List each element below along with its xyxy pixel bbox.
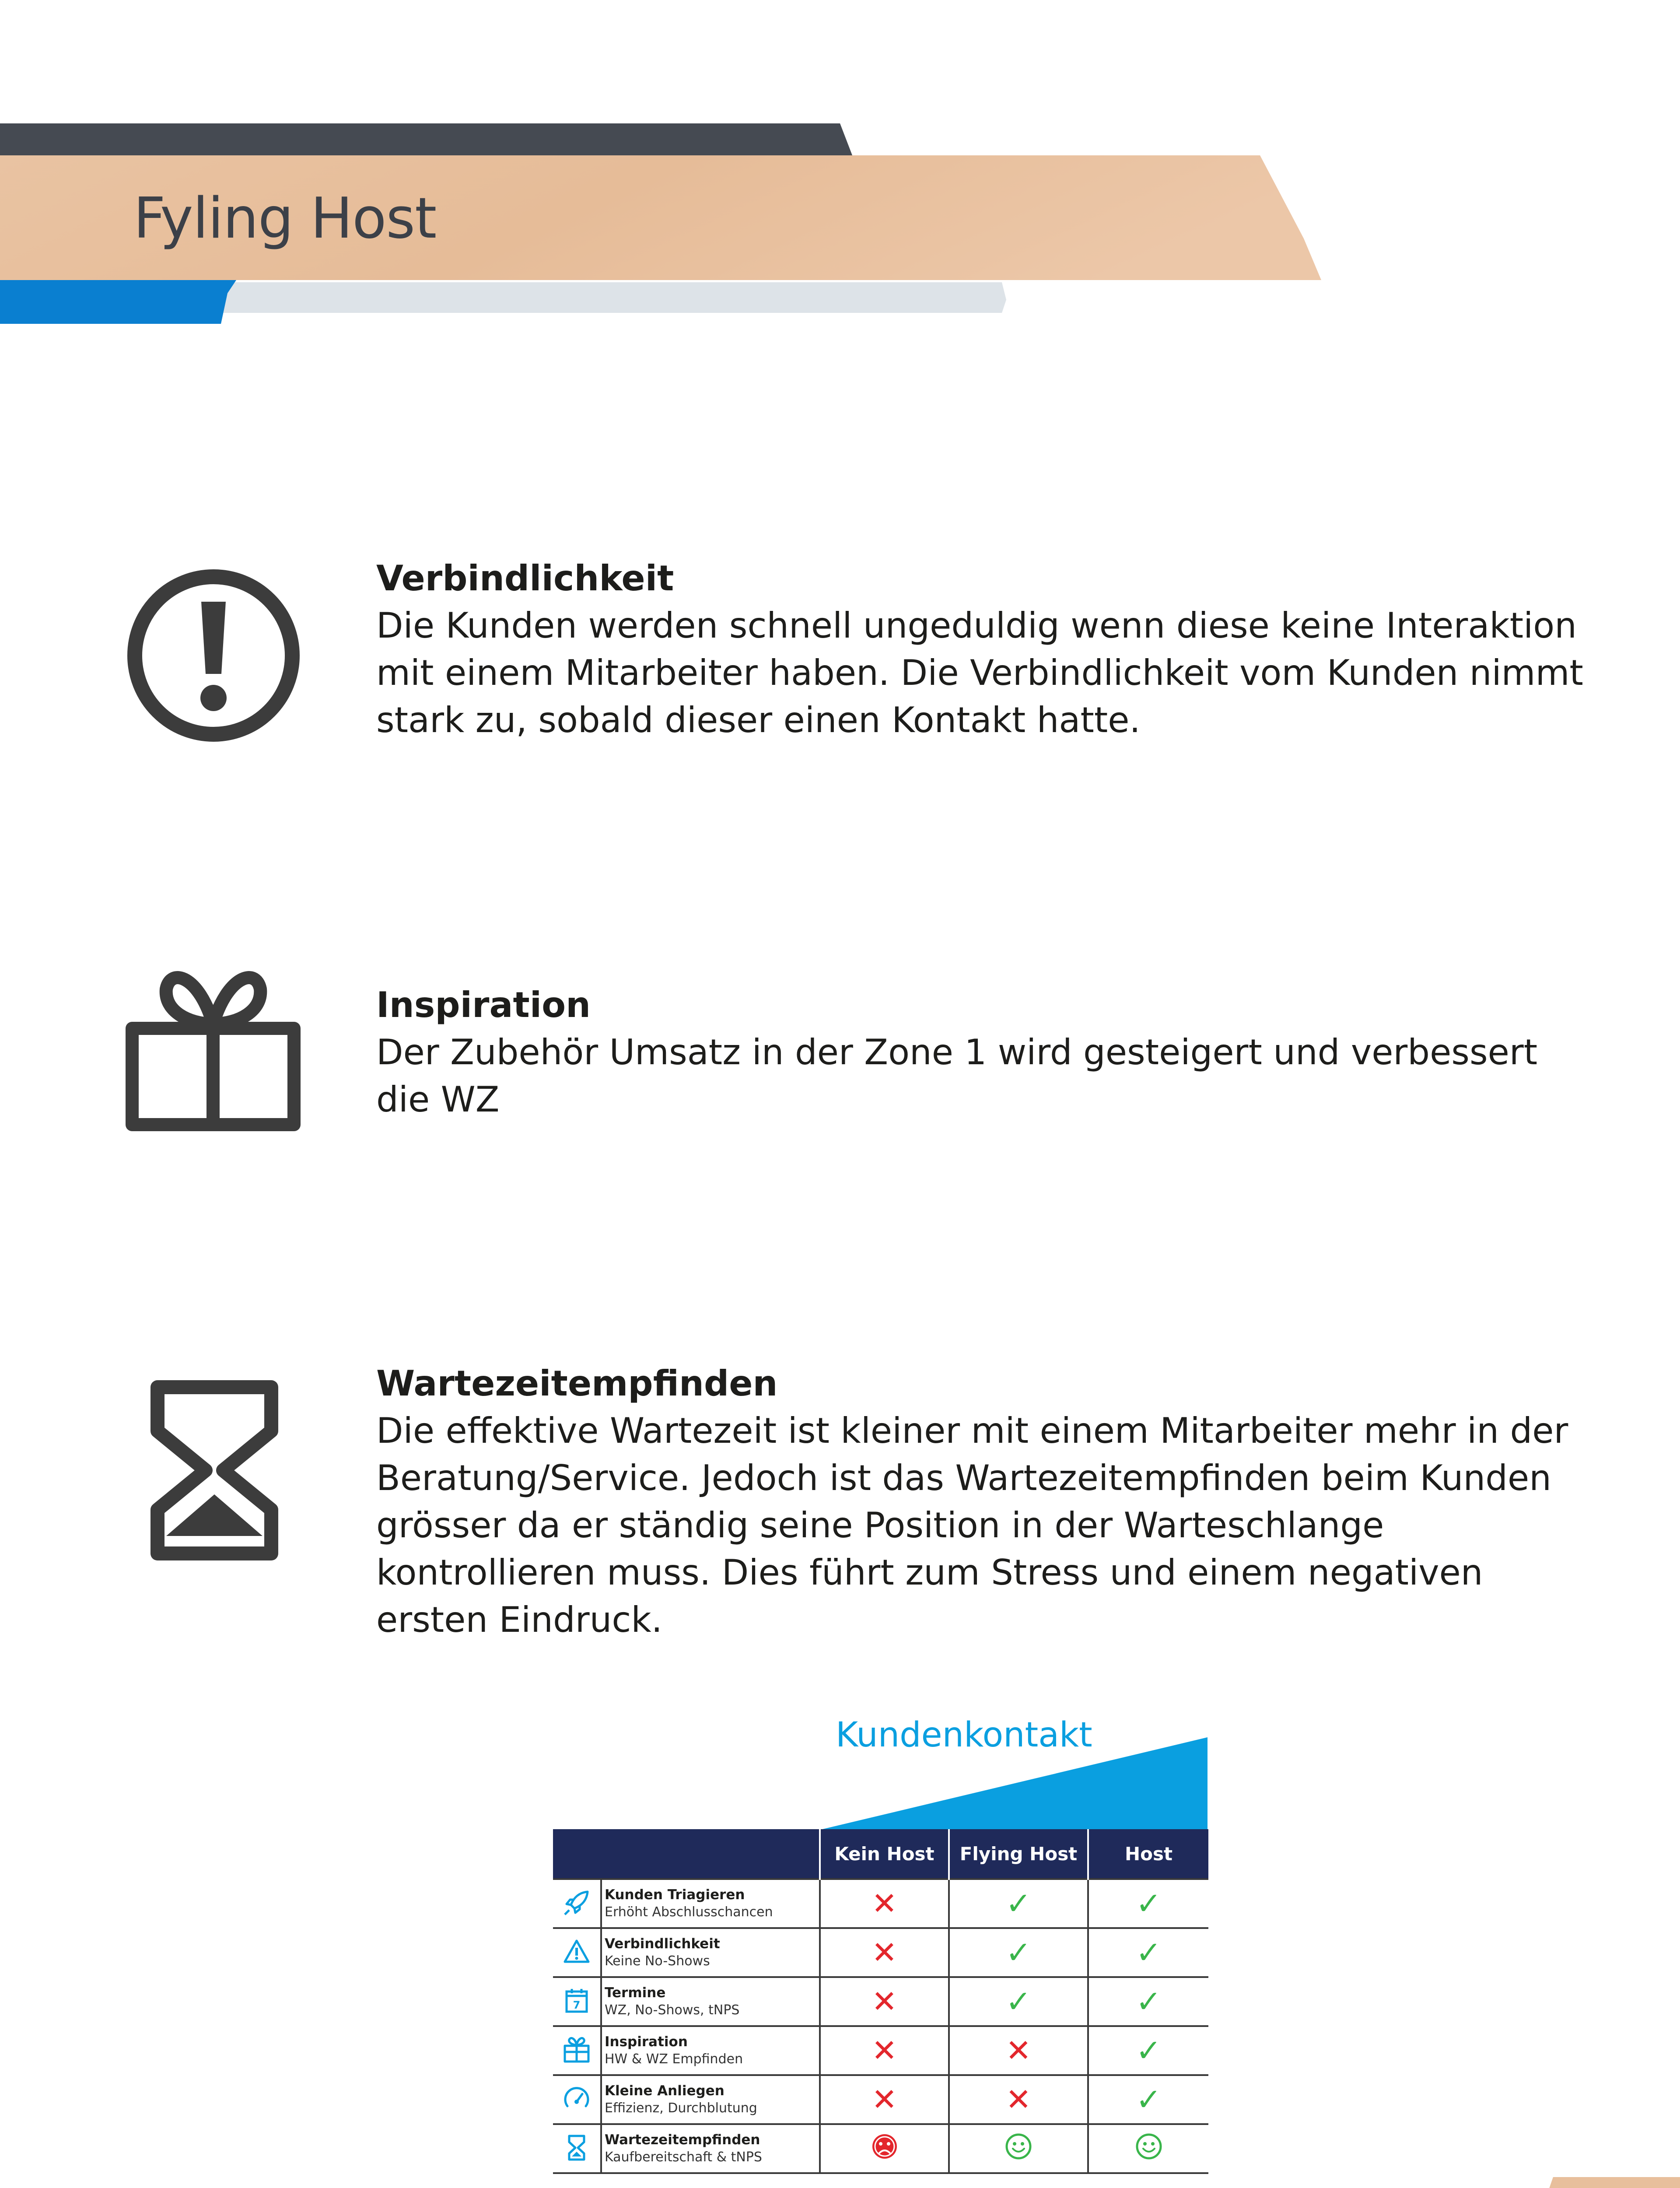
row-label <box>601 2124 820 2173</box>
row-icon-cell <box>553 1879 601 1928</box>
table-row <box>553 1928 1208 1977</box>
column-header-kein-host: Kein Host <box>820 1829 949 1879</box>
header-blank <box>553 1829 820 1879</box>
banner-blue-stripe <box>0 280 236 324</box>
comparison-table <box>553 1829 1208 2174</box>
cell-no: ✕ <box>820 1928 949 1977</box>
row-icon-cell <box>553 2075 601 2124</box>
cell-yes: ✓ <box>949 1977 1088 2026</box>
table-row <box>553 1879 1208 1928</box>
gift-icon <box>122 958 306 1142</box>
row-title: Verbindlichkeit <box>605 1936 720 1952</box>
hourglass-icon <box>122 1378 306 1562</box>
warning-icon <box>561 1936 592 1967</box>
row-subtitle: Keine No-Shows <box>605 1953 710 1969</box>
cell-no: ✕ <box>820 2026 949 2075</box>
row-title: Kunden Triagieren <box>605 1887 745 1903</box>
hourglass-icon <box>561 2132 592 2163</box>
row-subtitle: WZ, No-Shows, tNPS <box>605 2002 740 2018</box>
cell-no: ✕ <box>949 2026 1088 2075</box>
section-inspiration <box>376 982 1601 1123</box>
table-header-row <box>553 1829 1208 1879</box>
banner-dark-stripe <box>0 123 853 158</box>
row-subtitle: Kaufbereitschaft & tNPS <box>605 2149 762 2165</box>
section-wartezeitempfinden <box>376 1360 1601 1644</box>
row-label <box>601 2075 820 2124</box>
calendar-day-number: 7 <box>573 1999 581 2011</box>
row-title: Wartezeitempfinden <box>605 2132 760 2148</box>
speedometer-icon <box>561 2083 592 2114</box>
row-title: Kleine Anliegen <box>605 2083 724 2099</box>
row-subtitle: Erhöht Abschlusschancen <box>605 1904 773 1920</box>
row-label <box>601 2026 820 2075</box>
exclamation-circle-icon <box>122 565 306 748</box>
row-icon-cell <box>553 1928 601 1977</box>
happy-face-icon <box>1134 2131 1164 2162</box>
kundenkontakt-wedge <box>822 1737 1208 1829</box>
cell-no: ✕ <box>820 2075 949 2124</box>
section-verbindlichkeit <box>376 555 1601 744</box>
cell-yes: ✓ <box>949 1879 1088 1928</box>
cell-yes: ✓ <box>949 1928 1088 1977</box>
cell-sad <box>820 2124 949 2173</box>
section-title: Inspiration <box>376 985 591 1025</box>
rocket-icon <box>561 1887 592 1918</box>
cell-no: ✕ <box>949 2075 1088 2124</box>
cell-no: ✕ <box>820 1977 949 2026</box>
cell-yes: ✓ <box>1088 1879 1208 1928</box>
cell-no: ✕ <box>820 1879 949 1928</box>
row-subtitle: HW & WZ Empfinden <box>605 2051 743 2067</box>
cell-yes: ✓ <box>1088 2075 1208 2124</box>
row-subtitle: Effizienz, Durchblutung <box>605 2100 757 2116</box>
page-title: Fyling Host <box>133 186 437 251</box>
row-title: Termine <box>605 1985 666 2001</box>
row-label <box>601 1977 820 2026</box>
cell-yes: ✓ <box>1088 2026 1208 2075</box>
row-icon-cell <box>553 1977 601 2026</box>
row-label <box>601 1928 820 1977</box>
table-row <box>553 2124 1208 2173</box>
section-title: Verbindlichkeit <box>376 558 674 599</box>
sad-face-icon <box>869 2131 900 2162</box>
cell-yes: ✓ <box>1088 1977 1208 2026</box>
comparison-title: Kundenkontakt <box>836 1715 1092 1755</box>
row-icon-cell <box>553 2026 601 2075</box>
section-body: Die effektive Wartezeit ist kleiner mit einem Mitarbeiter mehr in der Beratung/Service. Jedoch ist das Wartezeitempfinden beim Kunden grösser da er ständig seine Position in der Warteschlange kontrollieren muss. Dies führt zum Stress und einem negativen ersten Eindruck. <box>376 1410 1568 1640</box>
cell-happy <box>1088 2124 1208 2173</box>
happy-face-icon <box>1003 2131 1034 2162</box>
table-row <box>553 1977 1208 2026</box>
row-label <box>601 1879 820 1928</box>
table-row <box>553 2026 1208 2075</box>
column-header-flying-host: Flying Host <box>949 1829 1088 1879</box>
calendar-icon <box>561 1985 592 2016</box>
page-number-badge <box>1514 2177 1680 2188</box>
cell-happy <box>949 2124 1088 2173</box>
table-row <box>553 2075 1208 2124</box>
row-icon-cell <box>553 2124 601 2173</box>
column-header-host: Host <box>1088 1829 1208 1879</box>
cell-yes: ✓ <box>1088 1928 1208 1977</box>
row-title: Inspiration <box>605 2034 688 2050</box>
gift-icon <box>561 2034 592 2065</box>
section-body: Die Kunden werden schnell ungeduldig wenn diese keine Interaktion mit einem Mitarbeiter haben. Die Verbindlichkeit vom Kunden nimmt stark zu, sobald dieser einen Kontakt hatte. <box>376 605 1583 740</box>
section-body: Der Zubehör Umsatz in der Zone 1 wird gesteigert und verbessert die WZ <box>376 1032 1538 1120</box>
badge-wood <box>1518 2177 1680 2188</box>
section-title: Wartezeitempfinden <box>376 1363 778 1404</box>
